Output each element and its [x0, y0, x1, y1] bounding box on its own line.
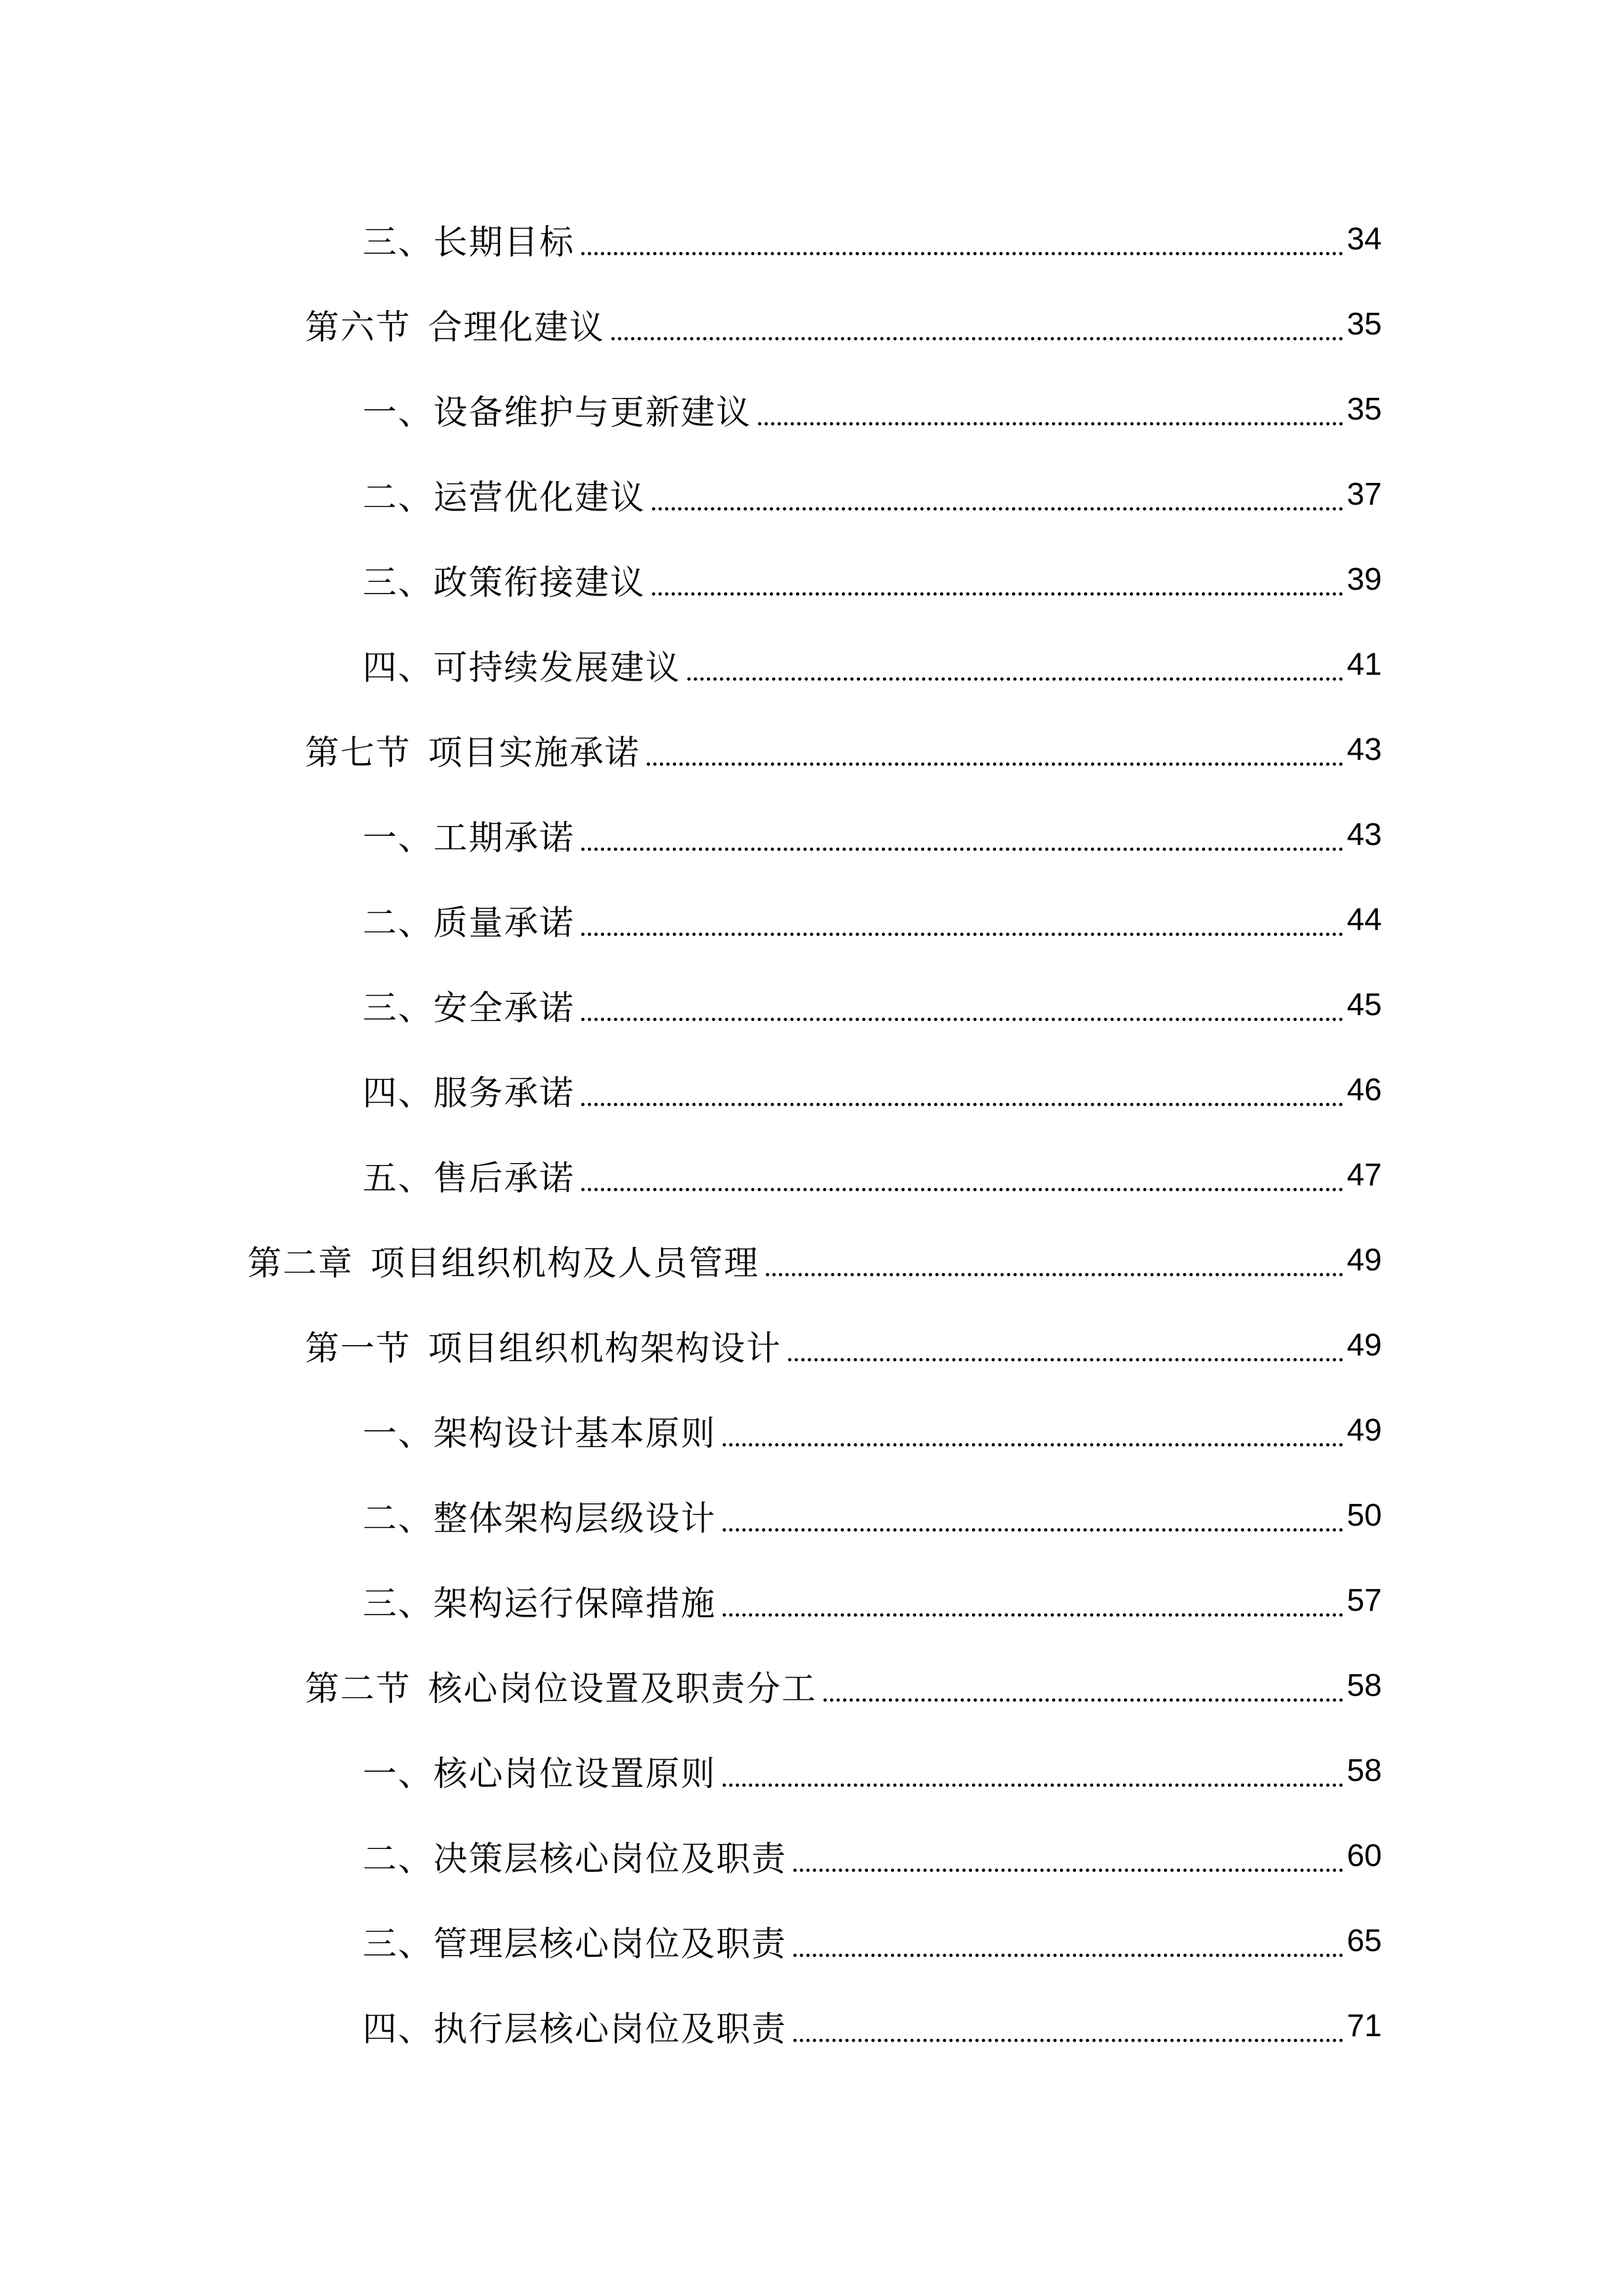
toc-entry-number: 一、	[363, 1414, 434, 1454]
toc-entry-label	[363, 1406, 716, 1455]
toc-entry[interactable]	[363, 1397, 1382, 1463]
toc-entry[interactable]	[363, 632, 1382, 697]
toc-page-number: 58	[1346, 1668, 1382, 1703]
toc-entry-title: 合理化建议	[428, 308, 605, 348]
toc-entry-label	[363, 895, 575, 944]
toc-entry-title: 服务承诺	[433, 1073, 575, 1113]
toc-entry-title: 政策衔接建议	[433, 563, 646, 603]
toc-page-number: 47	[1346, 1157, 1382, 1193]
toc-entry-number: 第一节	[305, 1329, 412, 1369]
toc-page-number: 71	[1346, 2008, 1382, 2043]
toc-entry-number: 一、	[363, 818, 434, 858]
toc-entry-label	[363, 385, 751, 434]
toc-entry-number: 三、	[363, 1584, 434, 1624]
toc-entry[interactable]	[363, 887, 1382, 952]
toc-entry-label	[247, 1236, 759, 1285]
toc-dot-leader	[581, 808, 1343, 851]
toc-page-number: 43	[1346, 817, 1382, 852]
toc-entry[interactable]	[363, 1908, 1382, 1973]
toc-entry-number: 三、	[363, 563, 434, 603]
toc-entry-label	[363, 215, 575, 264]
toc-entry[interactable]	[363, 1568, 1382, 1633]
toc-entry[interactable]	[363, 1993, 1382, 2058]
toc-page-number: 45	[1346, 987, 1382, 1022]
toc-entry-title: 决策层核心岗位及职责	[433, 1839, 787, 1879]
toc-entry-title: 整体架构层级设计	[433, 1499, 717, 1539]
toc-entry[interactable]	[363, 206, 1382, 272]
toc-page-number: 34	[1346, 221, 1382, 257]
toc-entry[interactable]	[247, 1227, 1382, 1293]
toc-dot-leader	[723, 1744, 1343, 1787]
toc-dot-leader	[723, 1404, 1343, 1446]
toc-entry-title: 架构设计基本原则	[433, 1414, 717, 1454]
toc-page-number: 50	[1346, 1498, 1382, 1533]
toc-page-number: 35	[1346, 391, 1382, 427]
toc-entry-label	[363, 640, 681, 689]
toc-page-number: 65	[1346, 1923, 1382, 1958]
toc-dot-leader	[823, 1659, 1343, 1702]
toc-page-number: 35	[1346, 306, 1382, 342]
toc-entry-title: 工期承诺	[433, 818, 575, 858]
toc-dot-leader	[581, 1064, 1343, 1106]
toc-entry-title: 核心岗位设置及职责分工	[428, 1669, 818, 1709]
toc-entry-title: 设备维护与更新建议	[433, 393, 752, 433]
toc-entry-label	[363, 1746, 716, 1795]
toc-page-number: 57	[1346, 1583, 1382, 1618]
toc-entry-number: 三、	[363, 988, 434, 1028]
toc-entry-number: 三、	[363, 223, 434, 262]
toc-entry-title: 质量承诺	[433, 903, 575, 943]
toc-entry-title: 运营优化建议	[433, 478, 646, 518]
toc-dot-leader	[788, 1319, 1343, 1361]
toc-entry[interactable]	[363, 1482, 1382, 1548]
toc-dot-leader	[611, 298, 1343, 340]
toc-page-number: 49	[1346, 1412, 1382, 1448]
toc-dot-leader	[723, 1489, 1343, 1532]
toc-entry[interactable]	[363, 1142, 1382, 1208]
toc-entry-number: 五、	[363, 1158, 434, 1198]
toc-entry[interactable]	[305, 1312, 1382, 1378]
toc-entry-title: 项目组织机构及人员管理	[370, 1244, 760, 1283]
toc-entry-label	[363, 470, 645, 519]
toc-entry[interactable]	[305, 291, 1382, 357]
toc-entry-title: 安全承诺	[433, 988, 575, 1028]
toc-entry-title: 售后承诺	[433, 1158, 575, 1198]
toc-entry-number: 第六节	[305, 308, 412, 348]
toc-entry-title: 执行层核心岗位及职责	[433, 2009, 787, 2049]
toc-entry-title: 核心岗位设置原则	[433, 1754, 717, 1794]
toc-page-number: 49	[1346, 1242, 1382, 1278]
toc-dot-leader	[581, 1149, 1343, 1191]
toc-entry[interactable]	[363, 461, 1382, 527]
toc-entry[interactable]	[363, 1738, 1382, 1803]
toc-page-number: 41	[1346, 647, 1382, 682]
toc-entry-number: 二、	[363, 478, 434, 518]
toc-dot-leader	[581, 978, 1343, 1021]
toc-entry-label	[363, 1066, 575, 1115]
toc-entry-label	[363, 1151, 575, 1200]
toc-page-number: 60	[1346, 1838, 1382, 1873]
toc-entry-label	[363, 555, 645, 604]
toc-entry-title: 项目组织机构架构设计	[428, 1329, 782, 1369]
toc-entry-label	[305, 725, 640, 774]
toc-entry-label	[363, 1491, 716, 1540]
toc-entry-label	[363, 1831, 787, 1880]
toc-entry-label	[363, 980, 575, 1030]
toc-dot-leader	[581, 213, 1343, 255]
toc-entry-number: 一、	[363, 393, 434, 433]
toc-entry-title: 长期目标	[433, 223, 575, 262]
toc-entry-number: 四、	[363, 1073, 434, 1113]
toc-entry-title: 可持续发展建议	[433, 648, 681, 688]
toc-dot-leader	[652, 468, 1343, 511]
toc-page-number: 46	[1346, 1072, 1382, 1107]
toc-entry[interactable]	[363, 547, 1382, 612]
toc-entry[interactable]	[305, 1653, 1382, 1718]
toc-entry-title: 管理层核心岗位及职责	[433, 1924, 787, 1964]
toc-entry[interactable]	[363, 1823, 1382, 1888]
toc-dot-leader	[581, 893, 1343, 936]
toc-entry-number: 第二节	[305, 1669, 412, 1709]
toc-entry-number: 三、	[363, 1924, 434, 1964]
toc-dot-leader	[647, 723, 1343, 766]
toc-entry-label	[363, 2001, 787, 2051]
toc-entry-label	[363, 1576, 716, 1625]
toc-entry-number: 第二章	[247, 1244, 354, 1283]
toc-entry-label	[305, 300, 605, 349]
toc-dot-leader	[652, 553, 1343, 596]
toc-dot-leader	[793, 1914, 1343, 1957]
toc-dot-leader	[687, 638, 1343, 681]
toc-page-number: 44	[1346, 902, 1382, 937]
toc-page-number: 49	[1346, 1327, 1382, 1363]
toc-entry-number: 二、	[363, 1839, 434, 1879]
toc-entry[interactable]	[363, 972, 1382, 1037]
toc-entry[interactable]	[363, 1057, 1382, 1122]
toc-dot-leader	[793, 2000, 1343, 2042]
toc-page-number: 43	[1346, 732, 1382, 767]
toc-entry-label	[305, 1321, 782, 1370]
toc-entry-label	[363, 810, 575, 859]
toc-dot-leader	[793, 1829, 1343, 1872]
toc-entry[interactable]	[363, 802, 1382, 867]
toc-entry-number: 二、	[363, 1499, 434, 1539]
toc-entry-number: 二、	[363, 903, 434, 943]
toc-entry-title: 项目实施承诺	[428, 733, 641, 773]
toc-entry[interactable]	[305, 717, 1382, 782]
toc-entry-number: 一、	[363, 1754, 434, 1794]
toc-entry-label	[363, 1916, 787, 1965]
toc-dot-leader	[766, 1234, 1343, 1276]
toc-entry-number: 第七节	[305, 733, 412, 773]
toc-page-number: 39	[1346, 562, 1382, 597]
toc-entry-number: 四、	[363, 648, 434, 688]
toc-dot-leader	[723, 1574, 1343, 1617]
toc-dot-leader	[758, 383, 1343, 425]
toc-entry[interactable]	[363, 376, 1382, 442]
toc-entry-label	[305, 1661, 817, 1710]
toc-entry-number: 四、	[363, 2009, 434, 2049]
toc-entry-title: 架构运行保障措施	[433, 1584, 717, 1624]
toc-page-number: 37	[1346, 476, 1382, 512]
toc-page-number: 58	[1346, 1753, 1382, 1788]
